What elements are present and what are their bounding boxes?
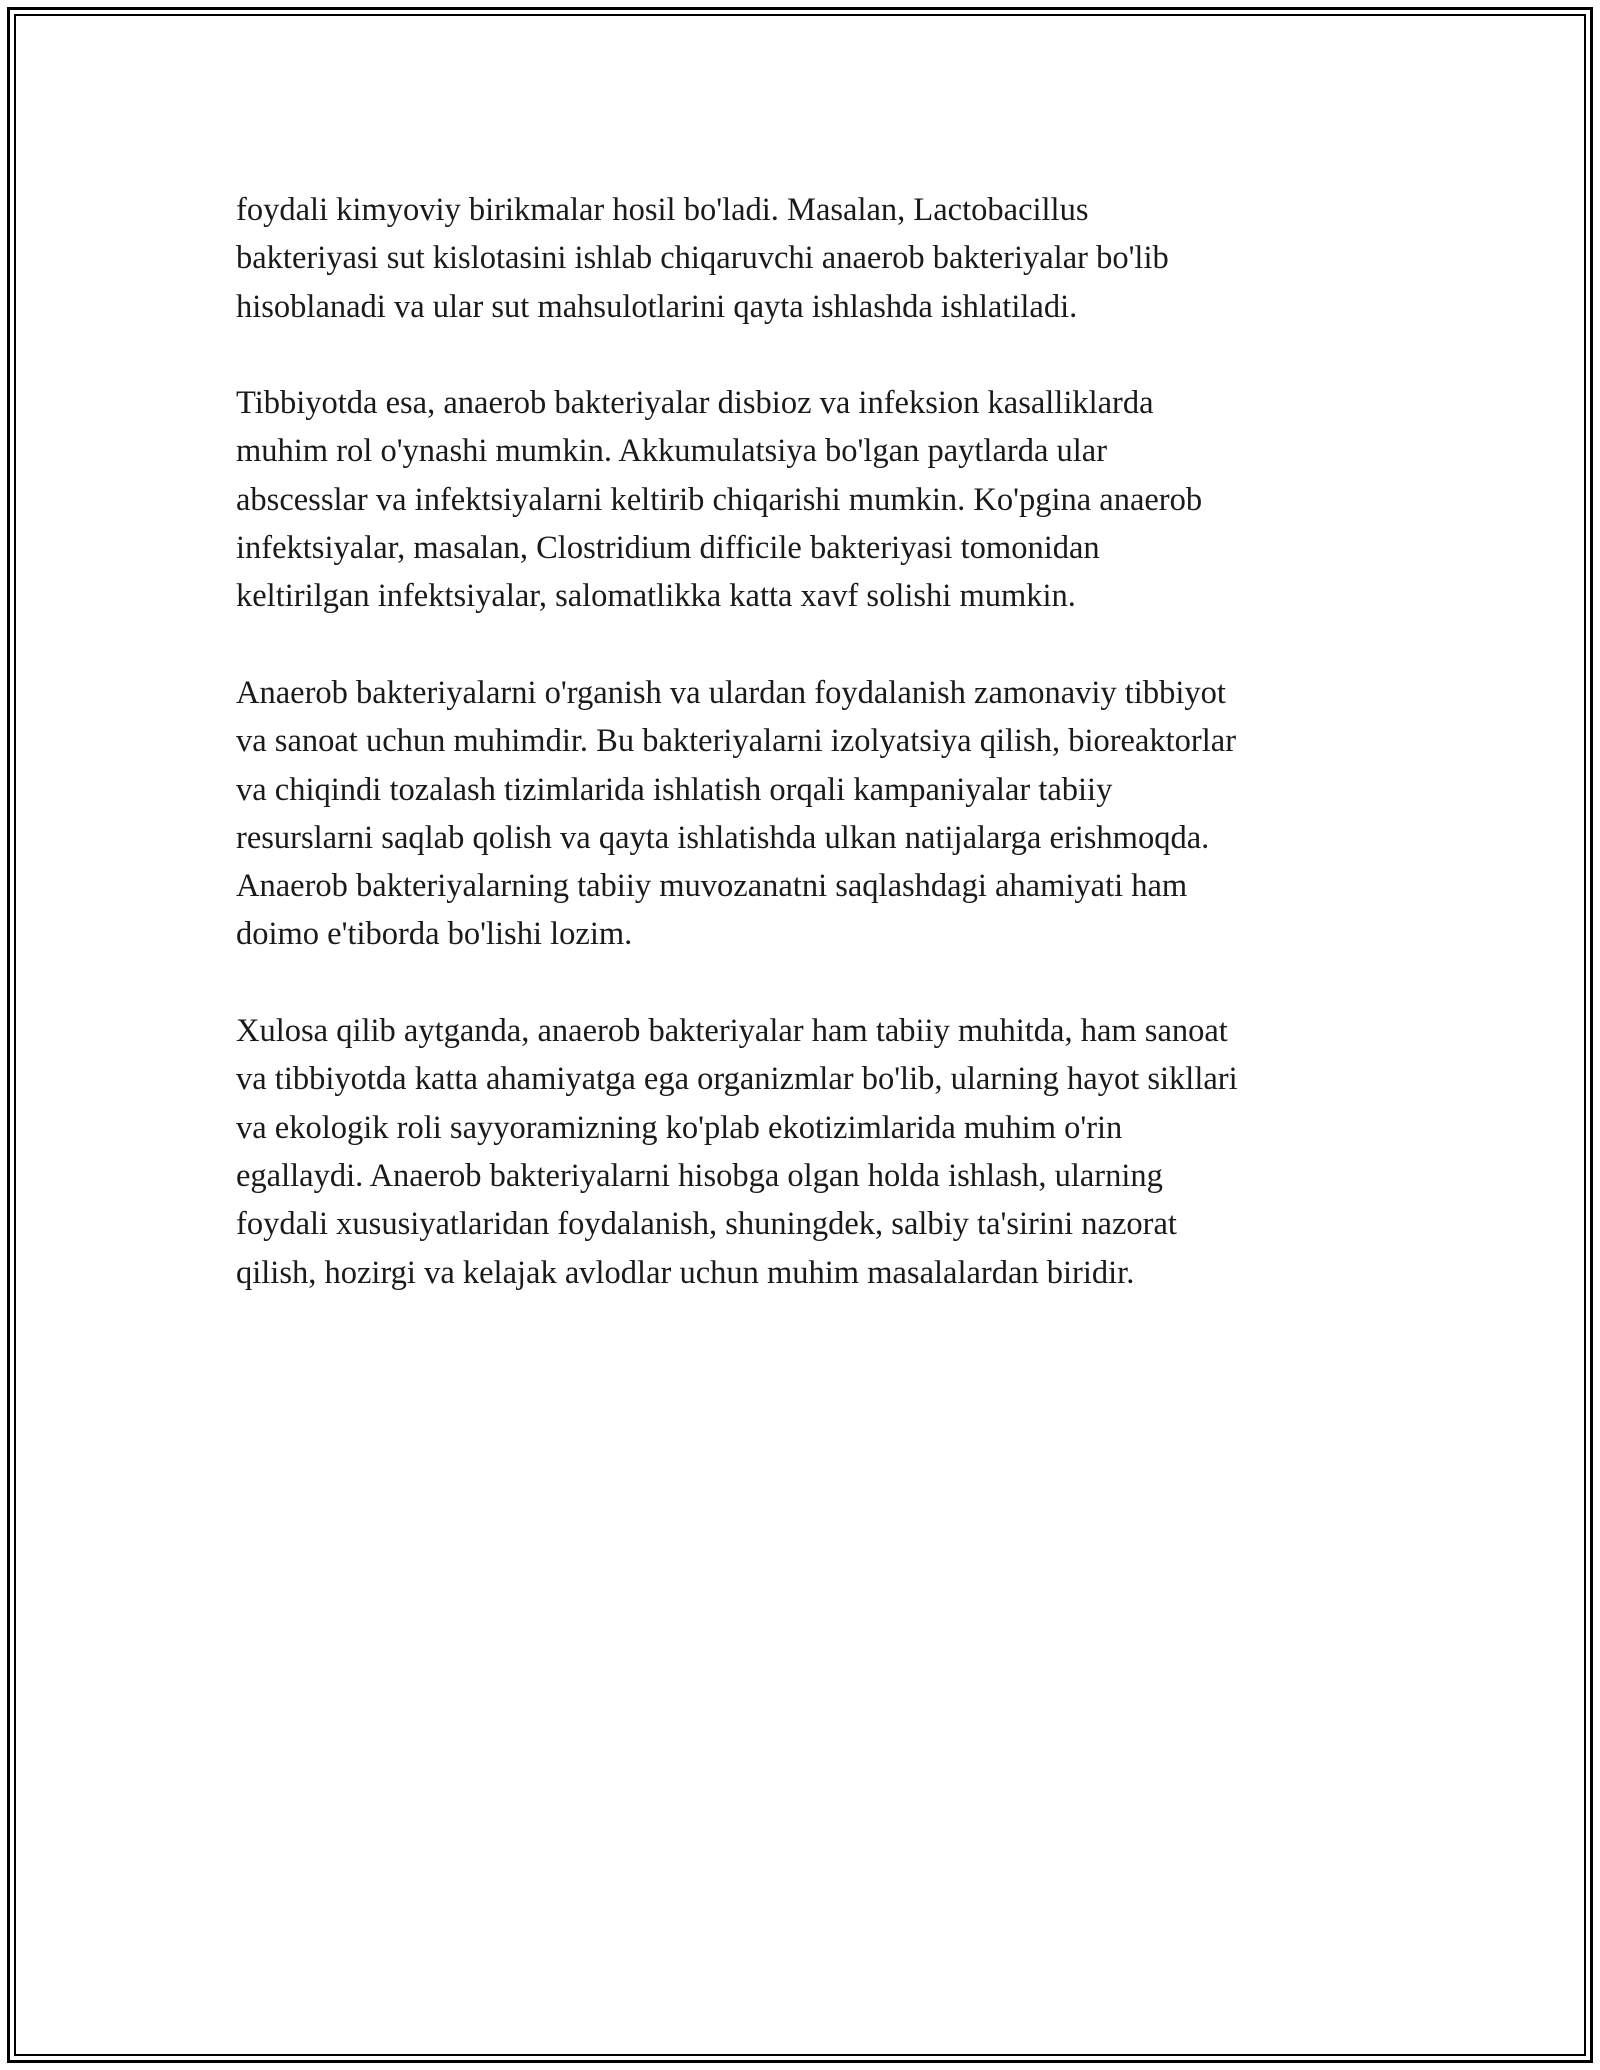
document-body [236,186,1386,1345]
paragraph-4: Xulosa qilib aytganda, anaerob bakteriyalar ham tabiiy muhitda, ham sanoat va tibbiyotda katta ahamiyatga ega organizmlar bo'lib, ularning hayot sikllari va ekologik roli sayyoramizning ko'plab ekotizimlarida muhim o'rin egallaydi. Anaerob bakteriyalarni hisobga olgan holda ishlash, ularning foydali xususiyatlaridan foydalanish, shuningdek, salbiy ta'sirini nazorat qilish, hozirgi va kelajak avlodlar uchun muhim masalalardan biridir. [236,1013,1238,1291]
paragraph-1: foydali kimyoviy birikmalar hosil bo'ladi. Masalan, Lactobacillus bakteriyasi sut kislotasini ishlab chiqaruvchi anaerob bakteriyalar bo'lib hisoblanadi va ular sut mahsulotlarini qayta ishlashda ishlatiladi. [236,192,1169,325]
paragraph-3: Anaerob bakteriyalarni o'rganish va ulardan foydalanish zamonaviy tibbiyot va sanoat uchun muhimdir. Bu bakteriyalarni izolyatsiya qilish, bioreaktorlar va chiqindi tozalash tizimlarida ishlatish orqali kampaniyalar tabiiy resurslarni saqlab qolish va qayta ishlatishda ulkan natijalarga erishmoqda. Anaerob bakteriyalarning tabiiy muvozanatni saqlashdagi ahamiyati ham doimo e'tiborda bo'lishi lozim. [236,674,1237,953]
paragraph-2: Tibbiyotda esa, anaerob bakteriyalar disbioz va infeksion kasalliklarda muhim rol o'ynashi mumkin. Akkumulatsiya bo'lgan paytlarda ular abscesslar va infektsiyalarni keltirib chiqarishi mumkin. Ko'pgina anaerob infektsiyalar, masalan, Clostridium difficile bakteriyasi tomonidan keltirilgan infektsiyalar, salomatlikka katta xavf solishi mumkin. [236,385,1203,615]
